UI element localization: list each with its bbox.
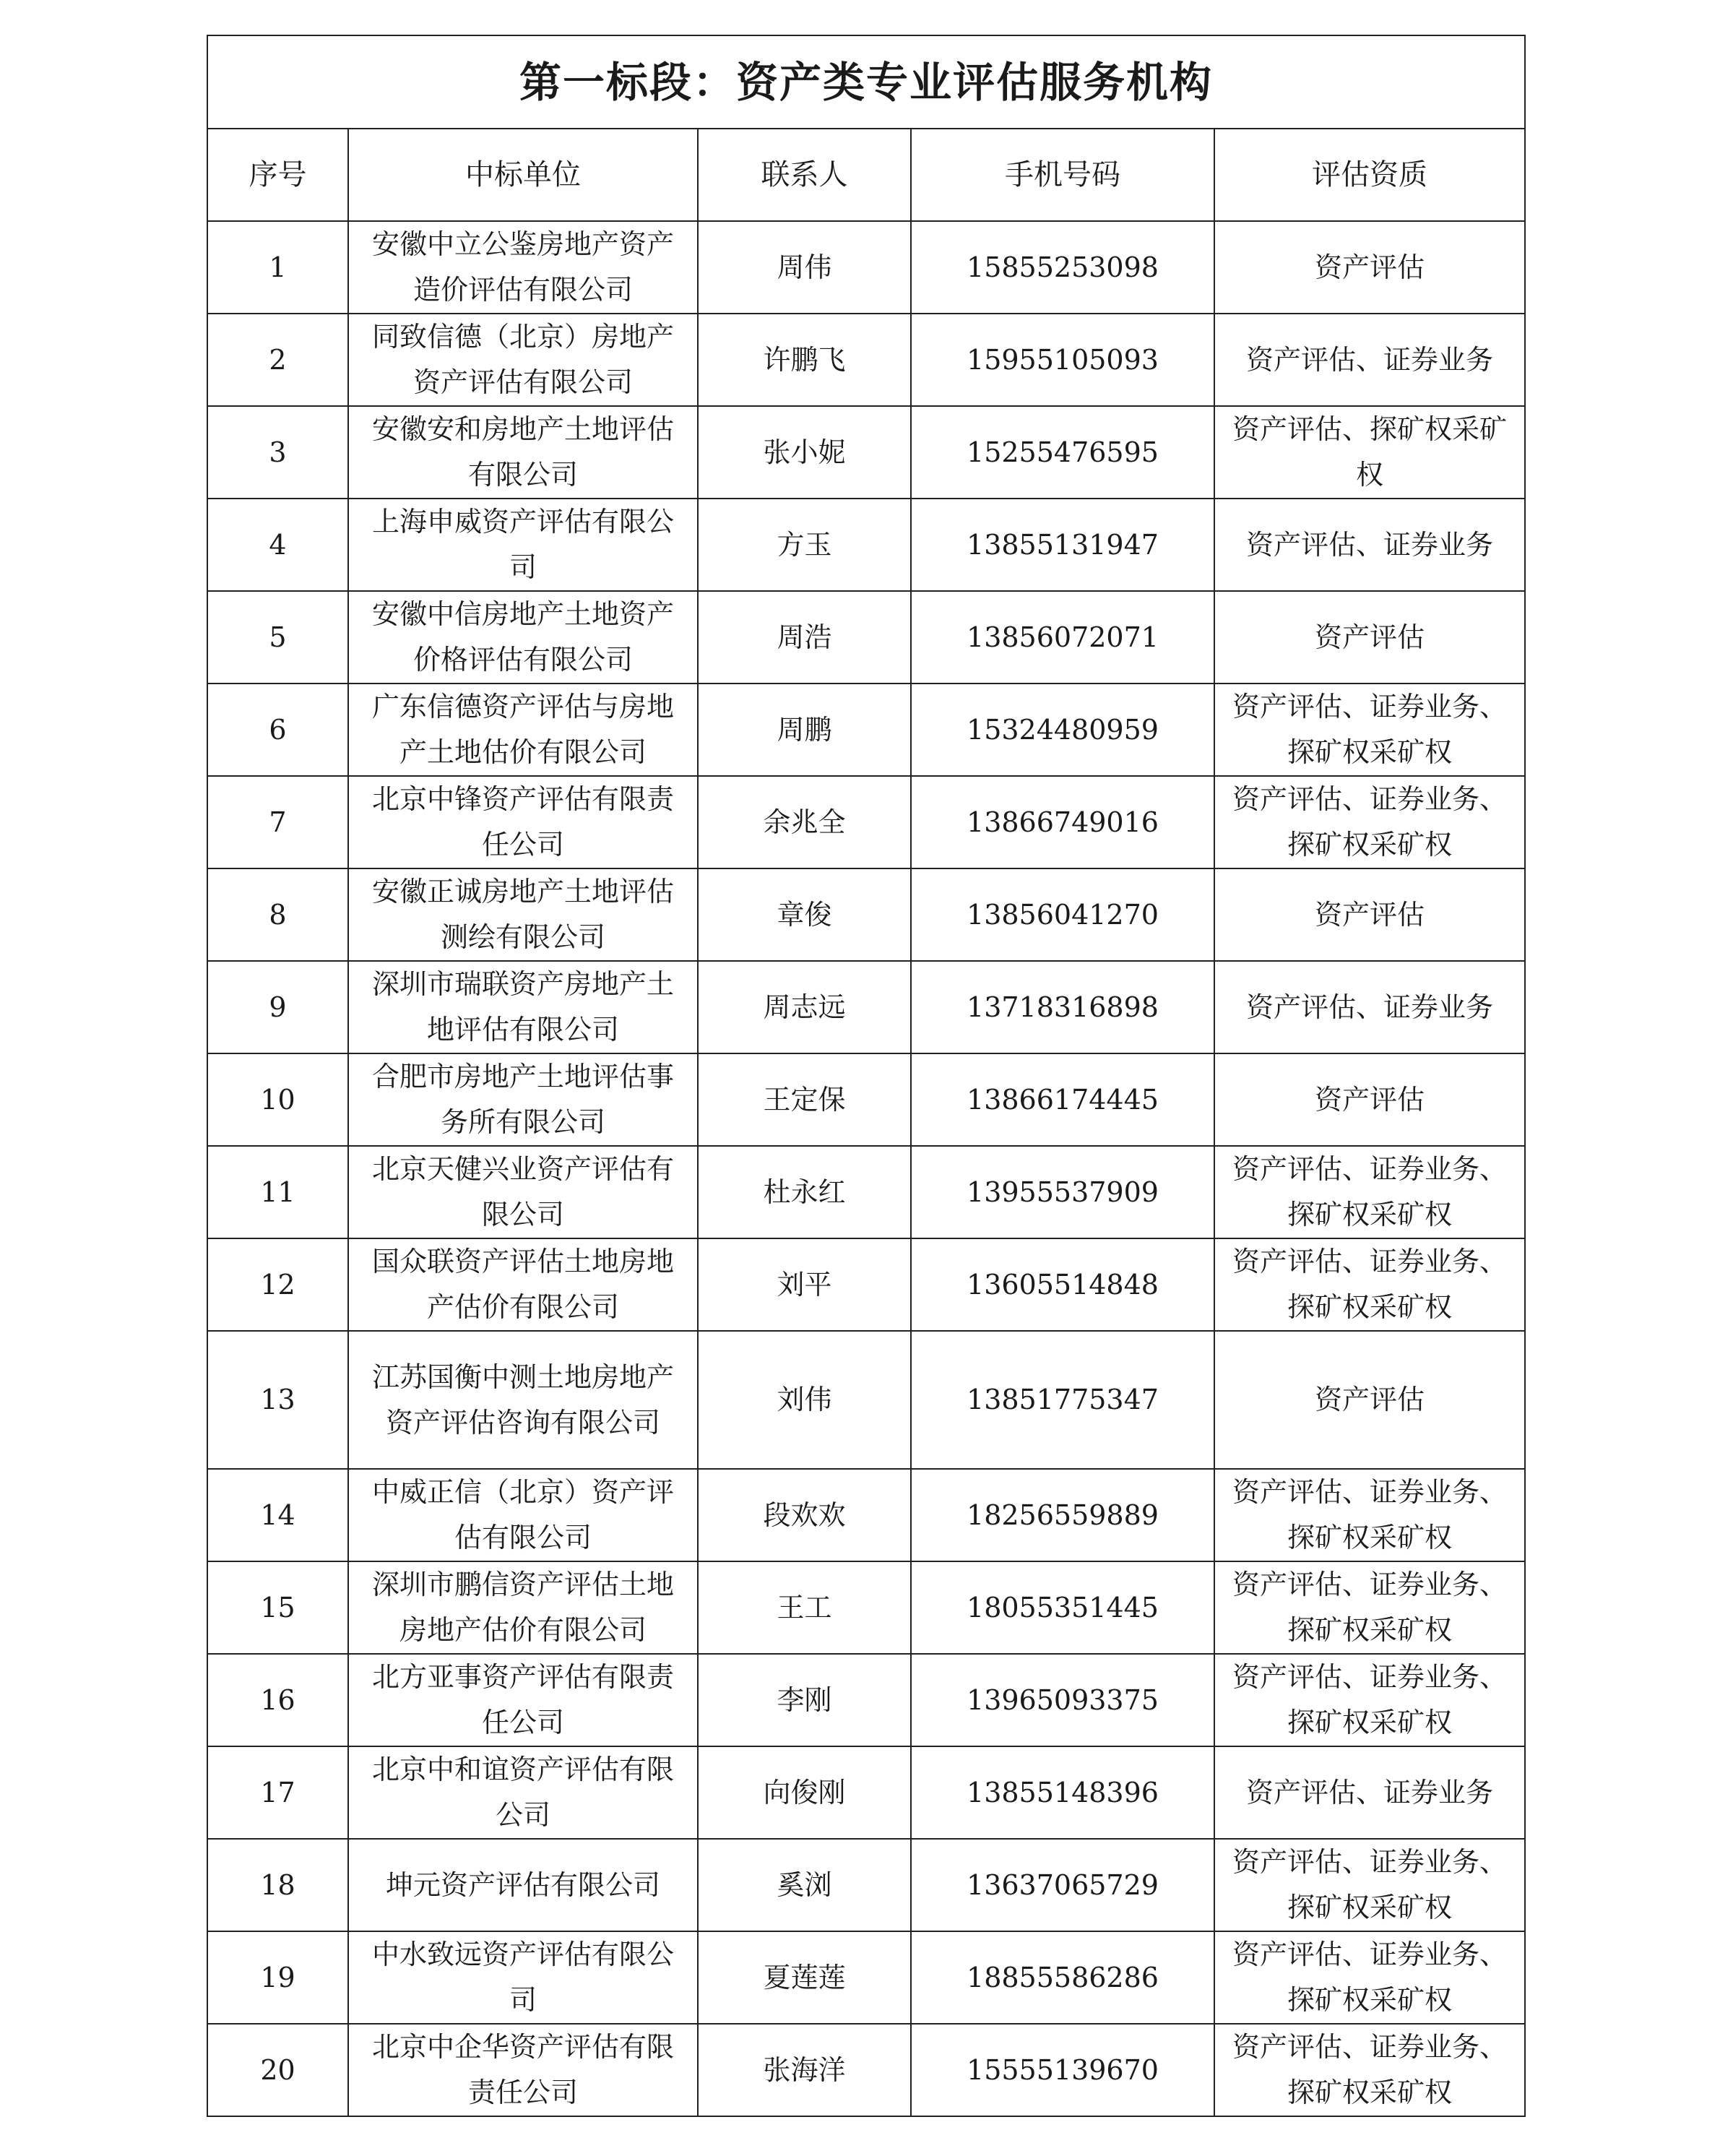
row-contact-cell: 向俊刚 bbox=[698, 1746, 911, 1839]
row-qualification-cell: 资产评估、证券业务、探矿权采矿权 bbox=[1214, 1839, 1525, 1931]
row-qualification-cell: 资产评估、证券业务、探矿权采矿权 bbox=[1214, 1931, 1525, 2024]
row-company-cell: 中威正信（北京）资产评估有限公司 bbox=[348, 1469, 698, 1561]
row-index-cell: 19 bbox=[207, 1931, 348, 2024]
row-contact-cell: 许鹏飞 bbox=[698, 314, 911, 406]
row-phone-cell: 13955537909 bbox=[911, 1146, 1214, 1238]
row-phone-cell: 15855253098 bbox=[911, 221, 1214, 314]
row-qualification-cell: 资产评估、证券业务 bbox=[1214, 961, 1525, 1053]
table-row bbox=[207, 2024, 1525, 2116]
row-company-cell: 同致信德（北京）房地产资产评估有限公司 bbox=[348, 314, 698, 406]
header-index: 序号 bbox=[207, 129, 348, 221]
row-qualification-cell: 资产评估、证券业务、探矿权采矿权 bbox=[1214, 2024, 1525, 2116]
table-row bbox=[207, 776, 1525, 868]
row-company-cell: 国众联资产评估土地房地产估价有限公司 bbox=[348, 1238, 698, 1331]
row-contact-cell: 夏莲莲 bbox=[698, 1931, 911, 2024]
table-row bbox=[207, 499, 1525, 591]
header-contact: 联系人 bbox=[698, 129, 911, 221]
row-company-cell: 北京中锋资产评估有限责任公司 bbox=[348, 776, 698, 868]
table-row bbox=[207, 221, 1525, 314]
row-index-cell: 2 bbox=[207, 314, 348, 406]
row-phone-cell: 13851775347 bbox=[911, 1331, 1214, 1469]
header-row bbox=[207, 129, 1525, 221]
row-contact-cell: 周浩 bbox=[698, 591, 911, 684]
row-phone-cell: 18855586286 bbox=[911, 1931, 1214, 2024]
header-qualification: 评估资质 bbox=[1214, 129, 1525, 221]
row-phone-cell: 13856072071 bbox=[911, 591, 1214, 684]
row-company-cell: 北方亚事资产评估有限责任公司 bbox=[348, 1654, 698, 1746]
row-company-cell: 广东信德资产评估与房地产土地估价有限公司 bbox=[348, 684, 698, 776]
table-row bbox=[207, 591, 1525, 684]
row-qualification-cell: 资产评估 bbox=[1214, 1053, 1525, 1146]
row-phone-cell: 15324480959 bbox=[911, 684, 1214, 776]
table-row bbox=[207, 684, 1525, 776]
row-qualification-cell: 资产评估、证券业务、探矿权采矿权 bbox=[1214, 1146, 1525, 1238]
row-index-cell: 6 bbox=[207, 684, 348, 776]
row-company-cell: 江苏国衡中测土地房地产资产评估咨询有限公司 bbox=[348, 1331, 698, 1469]
row-phone-cell: 13718316898 bbox=[911, 961, 1214, 1053]
row-qualification-cell: 资产评估、证券业务 bbox=[1214, 1746, 1525, 1839]
row-qualification-cell: 资产评估 bbox=[1214, 1331, 1525, 1469]
table-row bbox=[207, 406, 1525, 499]
row-qualification-cell: 资产评估 bbox=[1214, 868, 1525, 961]
row-company-cell: 安徽安和房地产土地评估有限公司 bbox=[348, 406, 698, 499]
row-phone-cell: 15255476595 bbox=[911, 406, 1214, 499]
table-row bbox=[207, 1238, 1525, 1331]
row-qualification-cell: 资产评估、证券业务 bbox=[1214, 314, 1525, 406]
row-index-cell: 8 bbox=[207, 868, 348, 961]
row-company-cell: 上海申威资产评估有限公司 bbox=[348, 499, 698, 591]
row-contact-cell: 周鹏 bbox=[698, 684, 911, 776]
row-qualification-cell: 资产评估、证券业务、探矿权采矿权 bbox=[1214, 1561, 1525, 1654]
header-phone: 手机号码 bbox=[911, 129, 1214, 221]
row-company-cell: 中水致远资产评估有限公司 bbox=[348, 1931, 698, 2024]
row-phone-cell: 13855131947 bbox=[911, 499, 1214, 591]
row-phone-cell: 13605514848 bbox=[911, 1238, 1214, 1331]
row-contact-cell: 奚浏 bbox=[698, 1839, 911, 1931]
table-body bbox=[207, 221, 1525, 2116]
header-company: 中标单位 bbox=[348, 129, 698, 221]
table-title: 第一标段：资产类专业评估服务机构 bbox=[207, 35, 1525, 129]
row-index-cell: 1 bbox=[207, 221, 348, 314]
row-qualification-cell: 资产评估、证券业务 bbox=[1214, 499, 1525, 591]
table-row bbox=[207, 1746, 1525, 1839]
table-row bbox=[207, 1931, 1525, 2024]
row-index-cell: 3 bbox=[207, 406, 348, 499]
row-company-cell: 深圳市鹏信资产评估土地房地产估价有限公司 bbox=[348, 1561, 698, 1654]
row-phone-cell: 18256559889 bbox=[911, 1469, 1214, 1561]
bid-winners-table bbox=[207, 35, 1526, 2117]
row-company-cell: 安徽中立公鉴房地产资产造价评估有限公司 bbox=[348, 221, 698, 314]
row-qualification-cell: 资产评估、证券业务、探矿权采矿权 bbox=[1214, 1654, 1525, 1746]
table-row bbox=[207, 1053, 1525, 1146]
table-row bbox=[207, 1839, 1525, 1931]
row-contact-cell: 李刚 bbox=[698, 1654, 911, 1746]
row-index-cell: 4 bbox=[207, 499, 348, 591]
row-index-cell: 20 bbox=[207, 2024, 348, 2116]
row-phone-cell: 13637065729 bbox=[911, 1839, 1214, 1931]
table-row bbox=[207, 1146, 1525, 1238]
row-company-cell: 北京中和谊资产评估有限公司 bbox=[348, 1746, 698, 1839]
row-phone-cell: 13965093375 bbox=[911, 1654, 1214, 1746]
row-contact-cell: 周志远 bbox=[698, 961, 911, 1053]
row-contact-cell: 张小妮 bbox=[698, 406, 911, 499]
table-row bbox=[207, 1561, 1525, 1654]
row-contact-cell: 方玉 bbox=[698, 499, 911, 591]
row-index-cell: 16 bbox=[207, 1654, 348, 1746]
row-contact-cell: 周伟 bbox=[698, 221, 911, 314]
row-contact-cell: 王定保 bbox=[698, 1053, 911, 1146]
row-qualification-cell: 资产评估 bbox=[1214, 221, 1525, 314]
table-row bbox=[207, 1654, 1525, 1746]
row-phone-cell: 15955105093 bbox=[911, 314, 1214, 406]
row-phone-cell: 18055351445 bbox=[911, 1561, 1214, 1654]
table-row bbox=[207, 1331, 1525, 1469]
row-phone-cell: 13855148396 bbox=[911, 1746, 1214, 1839]
table-row bbox=[207, 868, 1525, 961]
row-qualification-cell: 资产评估、证券业务、探矿权采矿权 bbox=[1214, 1469, 1525, 1561]
row-index-cell: 7 bbox=[207, 776, 348, 868]
row-company-cell: 安徽中信房地产土地资产价格评估有限公司 bbox=[348, 591, 698, 684]
row-index-cell: 10 bbox=[207, 1053, 348, 1146]
row-qualification-cell: 资产评估、探矿权采矿权 bbox=[1214, 406, 1525, 499]
row-qualification-cell: 资产评估、证券业务、探矿权采矿权 bbox=[1214, 1238, 1525, 1331]
row-company-cell: 安徽正诚房地产土地评估测绘有限公司 bbox=[348, 868, 698, 961]
title-row bbox=[207, 35, 1525, 129]
row-contact-cell: 张海洋 bbox=[698, 2024, 911, 2116]
row-index-cell: 9 bbox=[207, 961, 348, 1053]
row-index-cell: 15 bbox=[207, 1561, 348, 1654]
row-phone-cell: 13866749016 bbox=[911, 776, 1214, 868]
row-qualification-cell: 资产评估、证券业务、探矿权采矿权 bbox=[1214, 776, 1525, 868]
row-contact-cell: 王工 bbox=[698, 1561, 911, 1654]
row-index-cell: 12 bbox=[207, 1238, 348, 1331]
row-index-cell: 11 bbox=[207, 1146, 348, 1238]
row-qualification-cell: 资产评估、证券业务、探矿权采矿权 bbox=[1214, 684, 1525, 776]
row-contact-cell: 刘平 bbox=[698, 1238, 911, 1331]
row-index-cell: 14 bbox=[207, 1469, 348, 1561]
row-index-cell: 13 bbox=[207, 1331, 348, 1469]
row-index-cell: 17 bbox=[207, 1746, 348, 1839]
row-contact-cell: 章俊 bbox=[698, 868, 911, 961]
table-row bbox=[207, 1469, 1525, 1561]
row-contact-cell: 段欢欢 bbox=[698, 1469, 911, 1561]
row-contact-cell: 杜永红 bbox=[698, 1146, 911, 1238]
row-index-cell: 5 bbox=[207, 591, 348, 684]
row-company-cell: 深圳市瑞联资产房地产土地评估有限公司 bbox=[348, 961, 698, 1053]
row-phone-cell: 15555139670 bbox=[911, 2024, 1214, 2116]
row-phone-cell: 13866174445 bbox=[911, 1053, 1214, 1146]
row-contact-cell: 余兆全 bbox=[698, 776, 911, 868]
row-company-cell: 合肥市房地产土地评估事务所有限公司 bbox=[348, 1053, 698, 1146]
row-index-cell: 18 bbox=[207, 1839, 348, 1931]
table-row bbox=[207, 961, 1525, 1053]
row-qualification-cell: 资产评估 bbox=[1214, 591, 1525, 684]
row-company-cell: 坤元资产评估有限公司 bbox=[348, 1839, 698, 1931]
row-phone-cell: 13856041270 bbox=[911, 868, 1214, 961]
row-contact-cell: 刘伟 bbox=[698, 1331, 911, 1469]
table-row bbox=[207, 314, 1525, 406]
row-company-cell: 北京天健兴业资产评估有限公司 bbox=[348, 1146, 698, 1238]
row-company-cell: 北京中企华资产评估有限责任公司 bbox=[348, 2024, 698, 2116]
